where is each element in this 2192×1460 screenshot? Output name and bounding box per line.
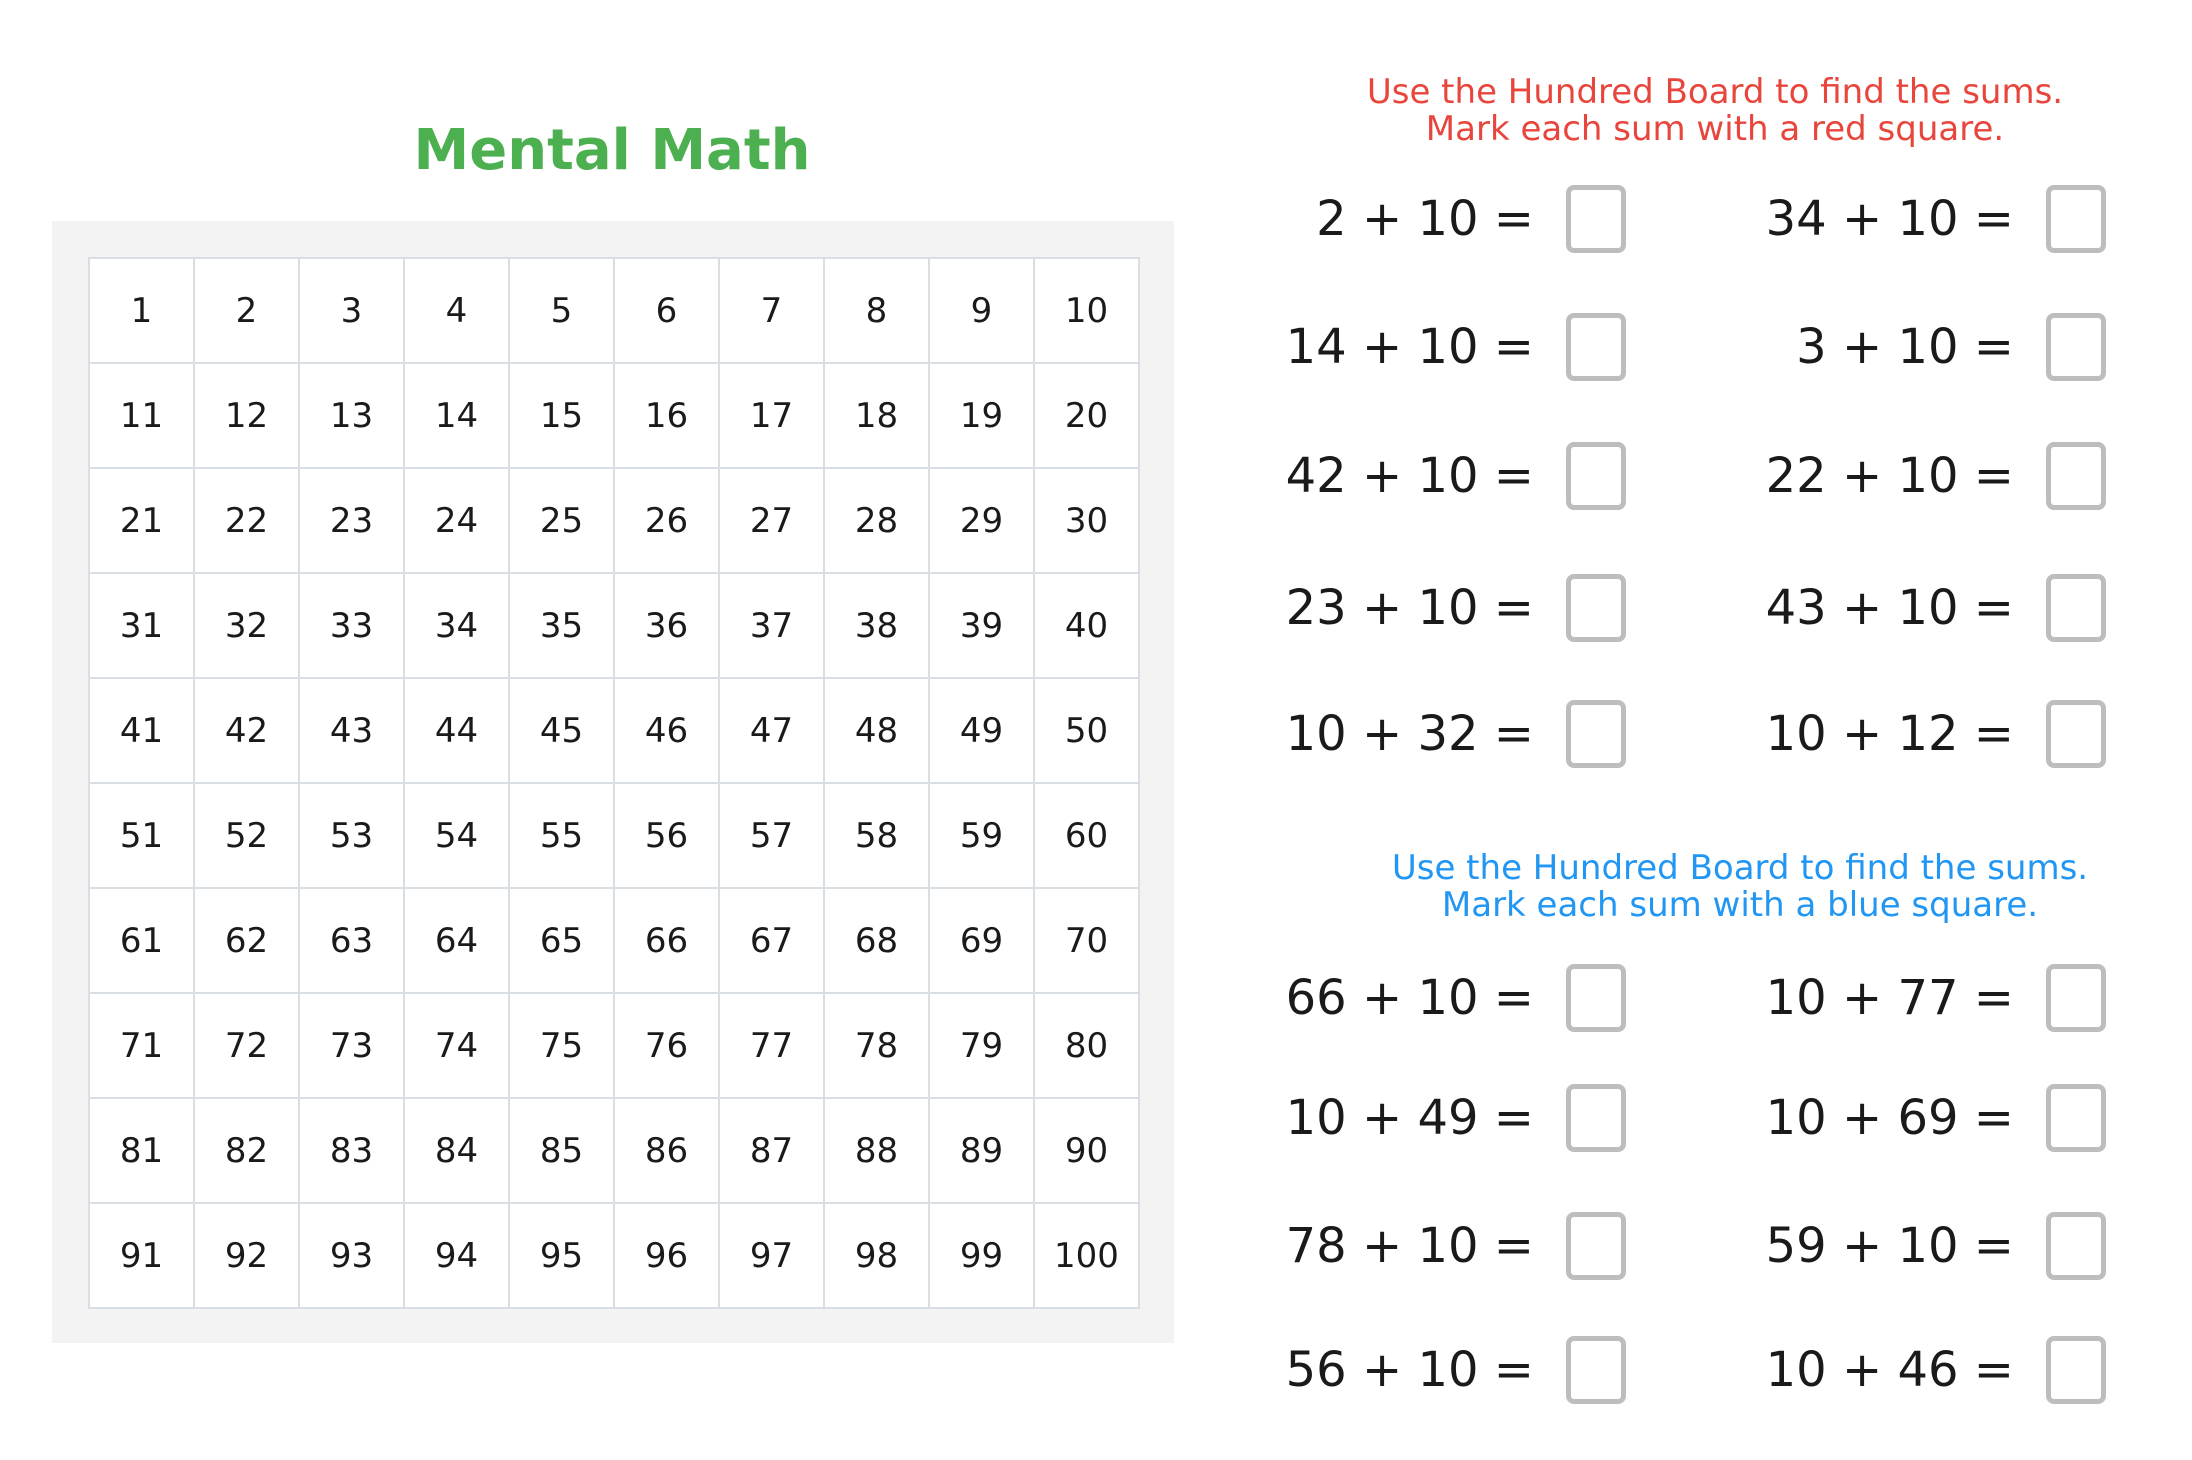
board-cell: 2: [195, 259, 300, 364]
answer-box[interactable]: [2046, 185, 2106, 253]
answer-box[interactable]: [2046, 1212, 2106, 1280]
red-instructions: [1265, 74, 2165, 148]
board-cell: 23: [300, 469, 405, 574]
board-cell: 31: [90, 574, 195, 679]
board-cell: 72: [195, 994, 300, 1099]
board-cell: 56: [615, 784, 720, 889]
board-cell: 29: [930, 469, 1035, 574]
board-cell: 44: [405, 679, 510, 784]
equation-text: 23 + 10 =: [1285, 580, 1534, 636]
board-cell: 89: [930, 1099, 1035, 1204]
board-cell: 35: [510, 574, 615, 679]
answer-box[interactable]: [2046, 700, 2106, 768]
board-cell: 14: [405, 364, 510, 469]
board-cell: 49: [930, 679, 1035, 784]
board-cell: 3: [300, 259, 405, 364]
board-cell: 54: [405, 784, 510, 889]
board-cell: 87: [720, 1099, 825, 1204]
blue_section-problem: [1686, 963, 2106, 1033]
equation-text: 3 + 10 =: [1796, 319, 2014, 375]
hundred-board: [88, 257, 1140, 1309]
board-cell: 83: [300, 1099, 405, 1204]
blue_section-problem: [1206, 1211, 1626, 1281]
red_section-problem: [1206, 573, 1626, 643]
board-cell: 52: [195, 784, 300, 889]
board-cell: 79: [930, 994, 1035, 1099]
equation-text: 22 + 10 =: [1765, 448, 2014, 504]
equation-text: 10 + 12 =: [1765, 706, 2014, 762]
equation-text: 2 + 10 =: [1316, 191, 1534, 247]
board-cell: 20: [1035, 364, 1140, 469]
board-cell: 13: [300, 364, 405, 469]
answer-box[interactable]: [1566, 1336, 1626, 1404]
equation-text: 78 + 10 =: [1285, 1218, 1534, 1274]
board-cell: 63: [300, 889, 405, 994]
board-cell: 95: [510, 1204, 615, 1309]
board-cell: 91: [90, 1204, 195, 1309]
red-instruction-line-2: Mark each sum with a red square.: [1425, 109, 2005, 149]
board-cell: 94: [405, 1204, 510, 1309]
board-cell: 26: [615, 469, 720, 574]
board-cell: 86: [615, 1099, 720, 1204]
equation-text: 10 + 77 =: [1765, 970, 2014, 1026]
board-cell: 19: [930, 364, 1035, 469]
board-cell: 80: [1035, 994, 1140, 1099]
hundred-board-frame: [52, 221, 1174, 1343]
board-cell: 30: [1035, 469, 1140, 574]
equation-text: 59 + 10 =: [1765, 1218, 2014, 1274]
board-cell: 77: [720, 994, 825, 1099]
board-cell: 71: [90, 994, 195, 1099]
board-cell: 8: [825, 259, 930, 364]
blue_section-problem: [1686, 1083, 2106, 1153]
red-instruction-line-1: Use the Hundred Board to find the sums.: [1366, 72, 2064, 112]
board-cell: 22: [195, 469, 300, 574]
board-cell: 5: [510, 259, 615, 364]
board-cell: 57: [720, 784, 825, 889]
board-cell: 17: [720, 364, 825, 469]
blue-instruction-line-2: Mark each sum with a blue square.: [1441, 885, 2039, 925]
board-cell: 73: [300, 994, 405, 1099]
answer-box[interactable]: [2046, 1084, 2106, 1152]
red_section-problem: [1686, 184, 2106, 254]
board-cell: 41: [90, 679, 195, 784]
equation-text: 56 + 10 =: [1285, 1342, 1534, 1398]
answer-box[interactable]: [2046, 1336, 2106, 1404]
board-cell: 12: [195, 364, 300, 469]
answer-box[interactable]: [1566, 574, 1626, 642]
board-cell: 62: [195, 889, 300, 994]
red_section-problem: [1686, 312, 2106, 382]
board-cell: 55: [510, 784, 615, 889]
equation-text: 43 + 10 =: [1765, 580, 2014, 636]
board-cell: 36: [615, 574, 720, 679]
board-cell: 68: [825, 889, 930, 994]
board-cell: 84: [405, 1099, 510, 1204]
board-cell: 58: [825, 784, 930, 889]
answer-box[interactable]: [1566, 442, 1626, 510]
red_section-problem: [1686, 441, 2106, 511]
answer-box[interactable]: [1566, 700, 1626, 768]
board-cell: 25: [510, 469, 615, 574]
answer-box[interactable]: [1566, 964, 1626, 1032]
board-cell: 99: [930, 1204, 1035, 1309]
answer-box[interactable]: [1566, 1212, 1626, 1280]
answer-box[interactable]: [2046, 574, 2106, 642]
board-cell: 1: [90, 259, 195, 364]
board-cell: 74: [405, 994, 510, 1099]
page-title: Mental Math: [413, 118, 811, 183]
equation-text: 66 + 10 =: [1285, 970, 1534, 1026]
answer-box[interactable]: [2046, 964, 2106, 1032]
board-cell: 90: [1035, 1099, 1140, 1204]
board-cell: 4: [405, 259, 510, 364]
equation-text: 42 + 10 =: [1285, 448, 1534, 504]
board-cell: 85: [510, 1099, 615, 1204]
board-cell: 15: [510, 364, 615, 469]
board-cell: 7: [720, 259, 825, 364]
board-cell: 28: [825, 469, 930, 574]
board-cell: 9: [930, 259, 1035, 364]
board-cell: 82: [195, 1099, 300, 1204]
blue_section-problem: [1206, 963, 1626, 1033]
answer-box[interactable]: [1566, 185, 1626, 253]
board-cell: 33: [300, 574, 405, 679]
board-cell: 78: [825, 994, 930, 1099]
board-cell: 32: [195, 574, 300, 679]
board-cell: 61: [90, 889, 195, 994]
blue_section-problem: [1206, 1335, 1626, 1405]
board-cell: 92: [195, 1204, 300, 1309]
red_section-problem: [1686, 573, 2106, 643]
equation-text: 14 + 10 =: [1285, 319, 1534, 375]
board-cell: 6: [615, 259, 720, 364]
board-cell: 50: [1035, 679, 1140, 784]
blue_section-problem: [1686, 1211, 2106, 1281]
red_section-problem: [1686, 699, 2106, 769]
red_section-problem: [1206, 312, 1626, 382]
equation-text: 10 + 69 =: [1765, 1090, 2014, 1146]
red_section-problem: [1206, 441, 1626, 511]
board-cell: 24: [405, 469, 510, 574]
board-cell: 75: [510, 994, 615, 1099]
board-cell: 98: [825, 1204, 930, 1309]
board-cell: 21: [90, 469, 195, 574]
answer-box[interactable]: [1566, 313, 1626, 381]
board-cell: 45: [510, 679, 615, 784]
board-cell: 69: [930, 889, 1035, 994]
board-cell: 39: [930, 574, 1035, 679]
board-cell: 59: [930, 784, 1035, 889]
board-cell: 11: [90, 364, 195, 469]
answer-box[interactable]: [2046, 313, 2106, 381]
board-cell: 100: [1035, 1204, 1140, 1309]
board-cell: 67: [720, 889, 825, 994]
board-cell: 64: [405, 889, 510, 994]
board-cell: 38: [825, 574, 930, 679]
blue_section-problem: [1686, 1335, 2106, 1405]
board-cell: 81: [90, 1099, 195, 1204]
board-cell: 37: [720, 574, 825, 679]
board-cell: 66: [615, 889, 720, 994]
equation-text: 10 + 49 =: [1285, 1090, 1534, 1146]
board-cell: 96: [615, 1204, 720, 1309]
answer-box[interactable]: [1566, 1084, 1626, 1152]
board-cell: 60: [1035, 784, 1140, 889]
blue_section-problem: [1206, 1083, 1626, 1153]
board-cell: 53: [300, 784, 405, 889]
board-cell: 16: [615, 364, 720, 469]
board-cell: 93: [300, 1204, 405, 1309]
board-cell: 97: [720, 1204, 825, 1309]
board-cell: 34: [405, 574, 510, 679]
board-cell: 46: [615, 679, 720, 784]
board-cell: 76: [615, 994, 720, 1099]
equation-text: 10 + 32 =: [1285, 706, 1534, 762]
red_section-problem: [1206, 184, 1626, 254]
answer-box[interactable]: [2046, 442, 2106, 510]
board-cell: 27: [720, 469, 825, 574]
blue-instructions: [1290, 850, 2190, 924]
equation-text: 10 + 46 =: [1765, 1342, 2014, 1398]
board-cell: 88: [825, 1099, 930, 1204]
board-cell: 10: [1035, 259, 1140, 364]
red_section-problem: [1206, 699, 1626, 769]
board-cell: 43: [300, 679, 405, 784]
board-cell: 18: [825, 364, 930, 469]
board-cell: 70: [1035, 889, 1140, 994]
board-cell: 48: [825, 679, 930, 784]
board-cell: 40: [1035, 574, 1140, 679]
board-cell: 47: [720, 679, 825, 784]
board-cell: 65: [510, 889, 615, 994]
board-cell: 51: [90, 784, 195, 889]
equation-text: 34 + 10 =: [1765, 191, 2014, 247]
blue-instruction-line-1: Use the Hundred Board to find the sums.: [1391, 848, 2089, 888]
board-cell: 42: [195, 679, 300, 784]
